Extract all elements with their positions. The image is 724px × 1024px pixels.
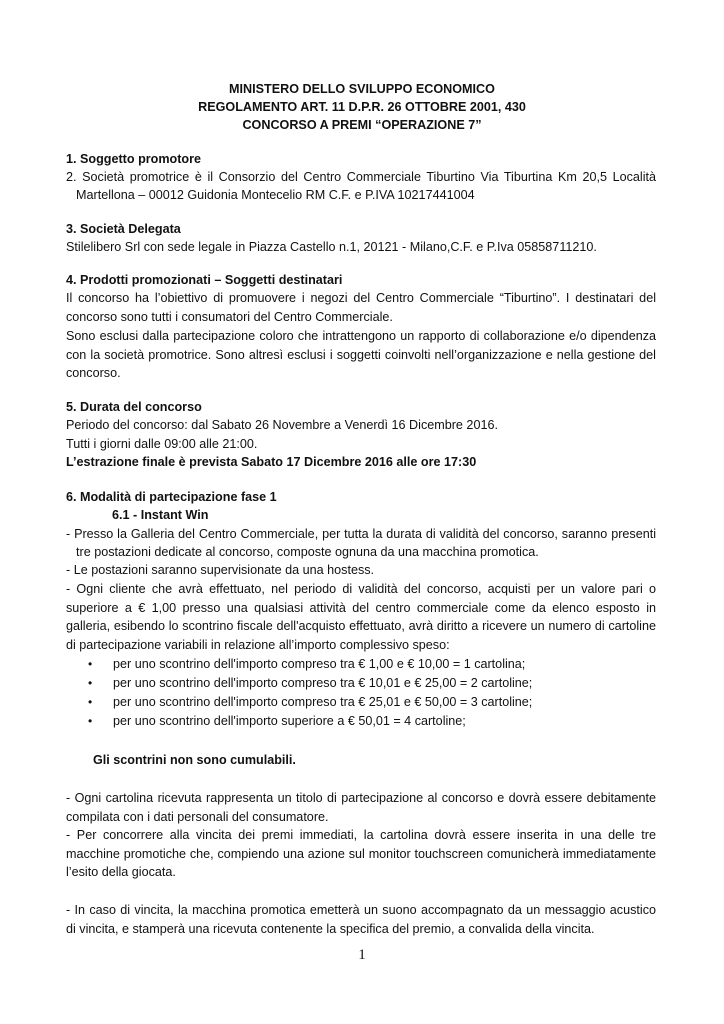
title-line-contest: CONCORSO A PREMI “OPERAZIONE 7” — [242, 118, 482, 132]
section-1-line-1: 2. Società promotrice è il Consorzio del Centro Commerciale Tiburtino Via Tiburtina Km 20,5 Località — [66, 170, 656, 184]
prize-card-list — [88, 655, 648, 731]
list-item-text: per uno scontrino dell'importo compreso tra € 10,01 e € 25,00 = 2 cartoline; — [113, 676, 533, 691]
section-1-heading: 1. Soggetto promotore — [66, 152, 202, 166]
list-item — [88, 693, 648, 712]
page-number: 1 — [358, 947, 366, 963]
section-6-heading: 6. Modalità di partecipazione fase 1 — [66, 490, 277, 504]
section-6-1-subheading: 6.1 - Instant Win — [112, 508, 209, 522]
section-6-p4: - Ogni cartolina ricevuta rappresenta un titolo di partecipazione al concorso e dovrà essere debitamente compilata con i dati personali del consumatore. — [66, 791, 656, 824]
title-line-regulation: REGOLAMENTO ART. 11 D.P.R. 26 OTTOBRE 2001, 430 — [198, 100, 526, 114]
section-6-p1-line-2: tre postazioni dedicate al concorso, composte ognuna da una macchina promotica. — [76, 545, 539, 559]
section-4-paragraph-2: Sono esclusi dalla partecipazione coloro che intrattengono un rapporto di collaborazione e/o dipendenza con la società promotrice. Sono altresì esclusi i soggetti coinvolti nell’organizzazione e nella gestione del concorso. — [66, 329, 656, 381]
document-title — [66, 80, 658, 134]
list-item — [88, 674, 648, 693]
bullet-icon: • — [88, 695, 93, 710]
section-6-p3: - Ogni cliente che avrà effettuato, nel periodo di validità del concorso, acquisti per un valore pari o superiore a € 1,00 presso una qualsiasi attività del centro commerciale come da elenco esposto in galleria, esibendo lo scontrino fiscale dell'acquisto effettuato, avrà diritto a ricevere un numero di cartoline di partecipazione variabili in relazione all’importo complessivo speso: — [66, 582, 656, 652]
section-5-final-draw: L’estrazione finale è prevista Sabato 17 Dicembre 2016 alle ore 17:30 — [66, 455, 477, 469]
non-cumulative-note: Gli scontrini non sono cumulabili. — [93, 753, 296, 767]
section-4-paragraph-1: Il concorso ha l’obiettivo di promuovere i negozi del Centro Commerciale “Tiburtino”. I destinatari del concorso sono tutti i consumatori del Centro Commerciale. — [66, 291, 656, 324]
list-item-text: per uno scontrino dell'importo compreso tra € 25,01 e € 50,00 = 3 cartoline; — [113, 695, 533, 710]
section-6-p2: - Le postazioni saranno supervisionate da una hostess. — [66, 563, 375, 577]
section-6-p5: - Per concorrere alla vincita dei premi immediati, la cartolina dovrà essere inserita in una delle tre macchine promotiche che, compiendo una azione sul monitor touchscreen comunicherà immediatamente l’esito della giocata. — [66, 828, 656, 880]
section-6-p1-line-1: - Presso la Galleria del Centro Commerciale, per tutta la durata di validità del concorso, saranno presenti — [66, 527, 656, 541]
section-5-period: Periodo del concorso: dal Sabato 26 Novembre a Venerdì 16 Dicembre 2016. — [66, 418, 498, 432]
list-item — [88, 655, 648, 674]
bullet-icon: • — [88, 657, 93, 672]
list-item-text: per uno scontrino dell'importo superiore a € 50,01 = 4 cartoline; — [113, 714, 466, 729]
section-3-heading: 3. Società Delegata — [66, 222, 181, 236]
title-line-ministry: MINISTERO DELLO SVILUPPO ECONOMICO — [229, 82, 495, 96]
list-item — [88, 712, 648, 731]
section-1-line-2: Martellona – 00012 Guidonia Montecelio RM C.F. e P.IVA 10217441004 — [76, 188, 475, 202]
section-5-heading: 5. Durata del concorso — [66, 400, 202, 414]
bullet-icon: • — [88, 676, 93, 691]
section-4-heading: 4. Prodotti promozionati – Soggetti destinatari — [66, 273, 343, 287]
section-3-text: Stilelibero Srl con sede legale in Piazza Castello n.1, 20121 - Milano,C.F. e P.Iva 05858711210. — [66, 240, 597, 254]
section-6-p6: - In caso di vincita, la macchina promotica emetterà un suono accompagnato da un messaggio acustico di vincita, e stamperà una ricevuta contenente la specifica del premio, a convalida della vincita. — [66, 903, 656, 936]
list-item-text: per uno scontrino dell'importo compreso tra € 1,00 e € 10,00 = 1 cartolina; — [113, 657, 526, 672]
bullet-icon: • — [88, 714, 93, 729]
section-5-hours: Tutti i giorni dalle 09:00 alle 21:00. — [66, 437, 258, 451]
